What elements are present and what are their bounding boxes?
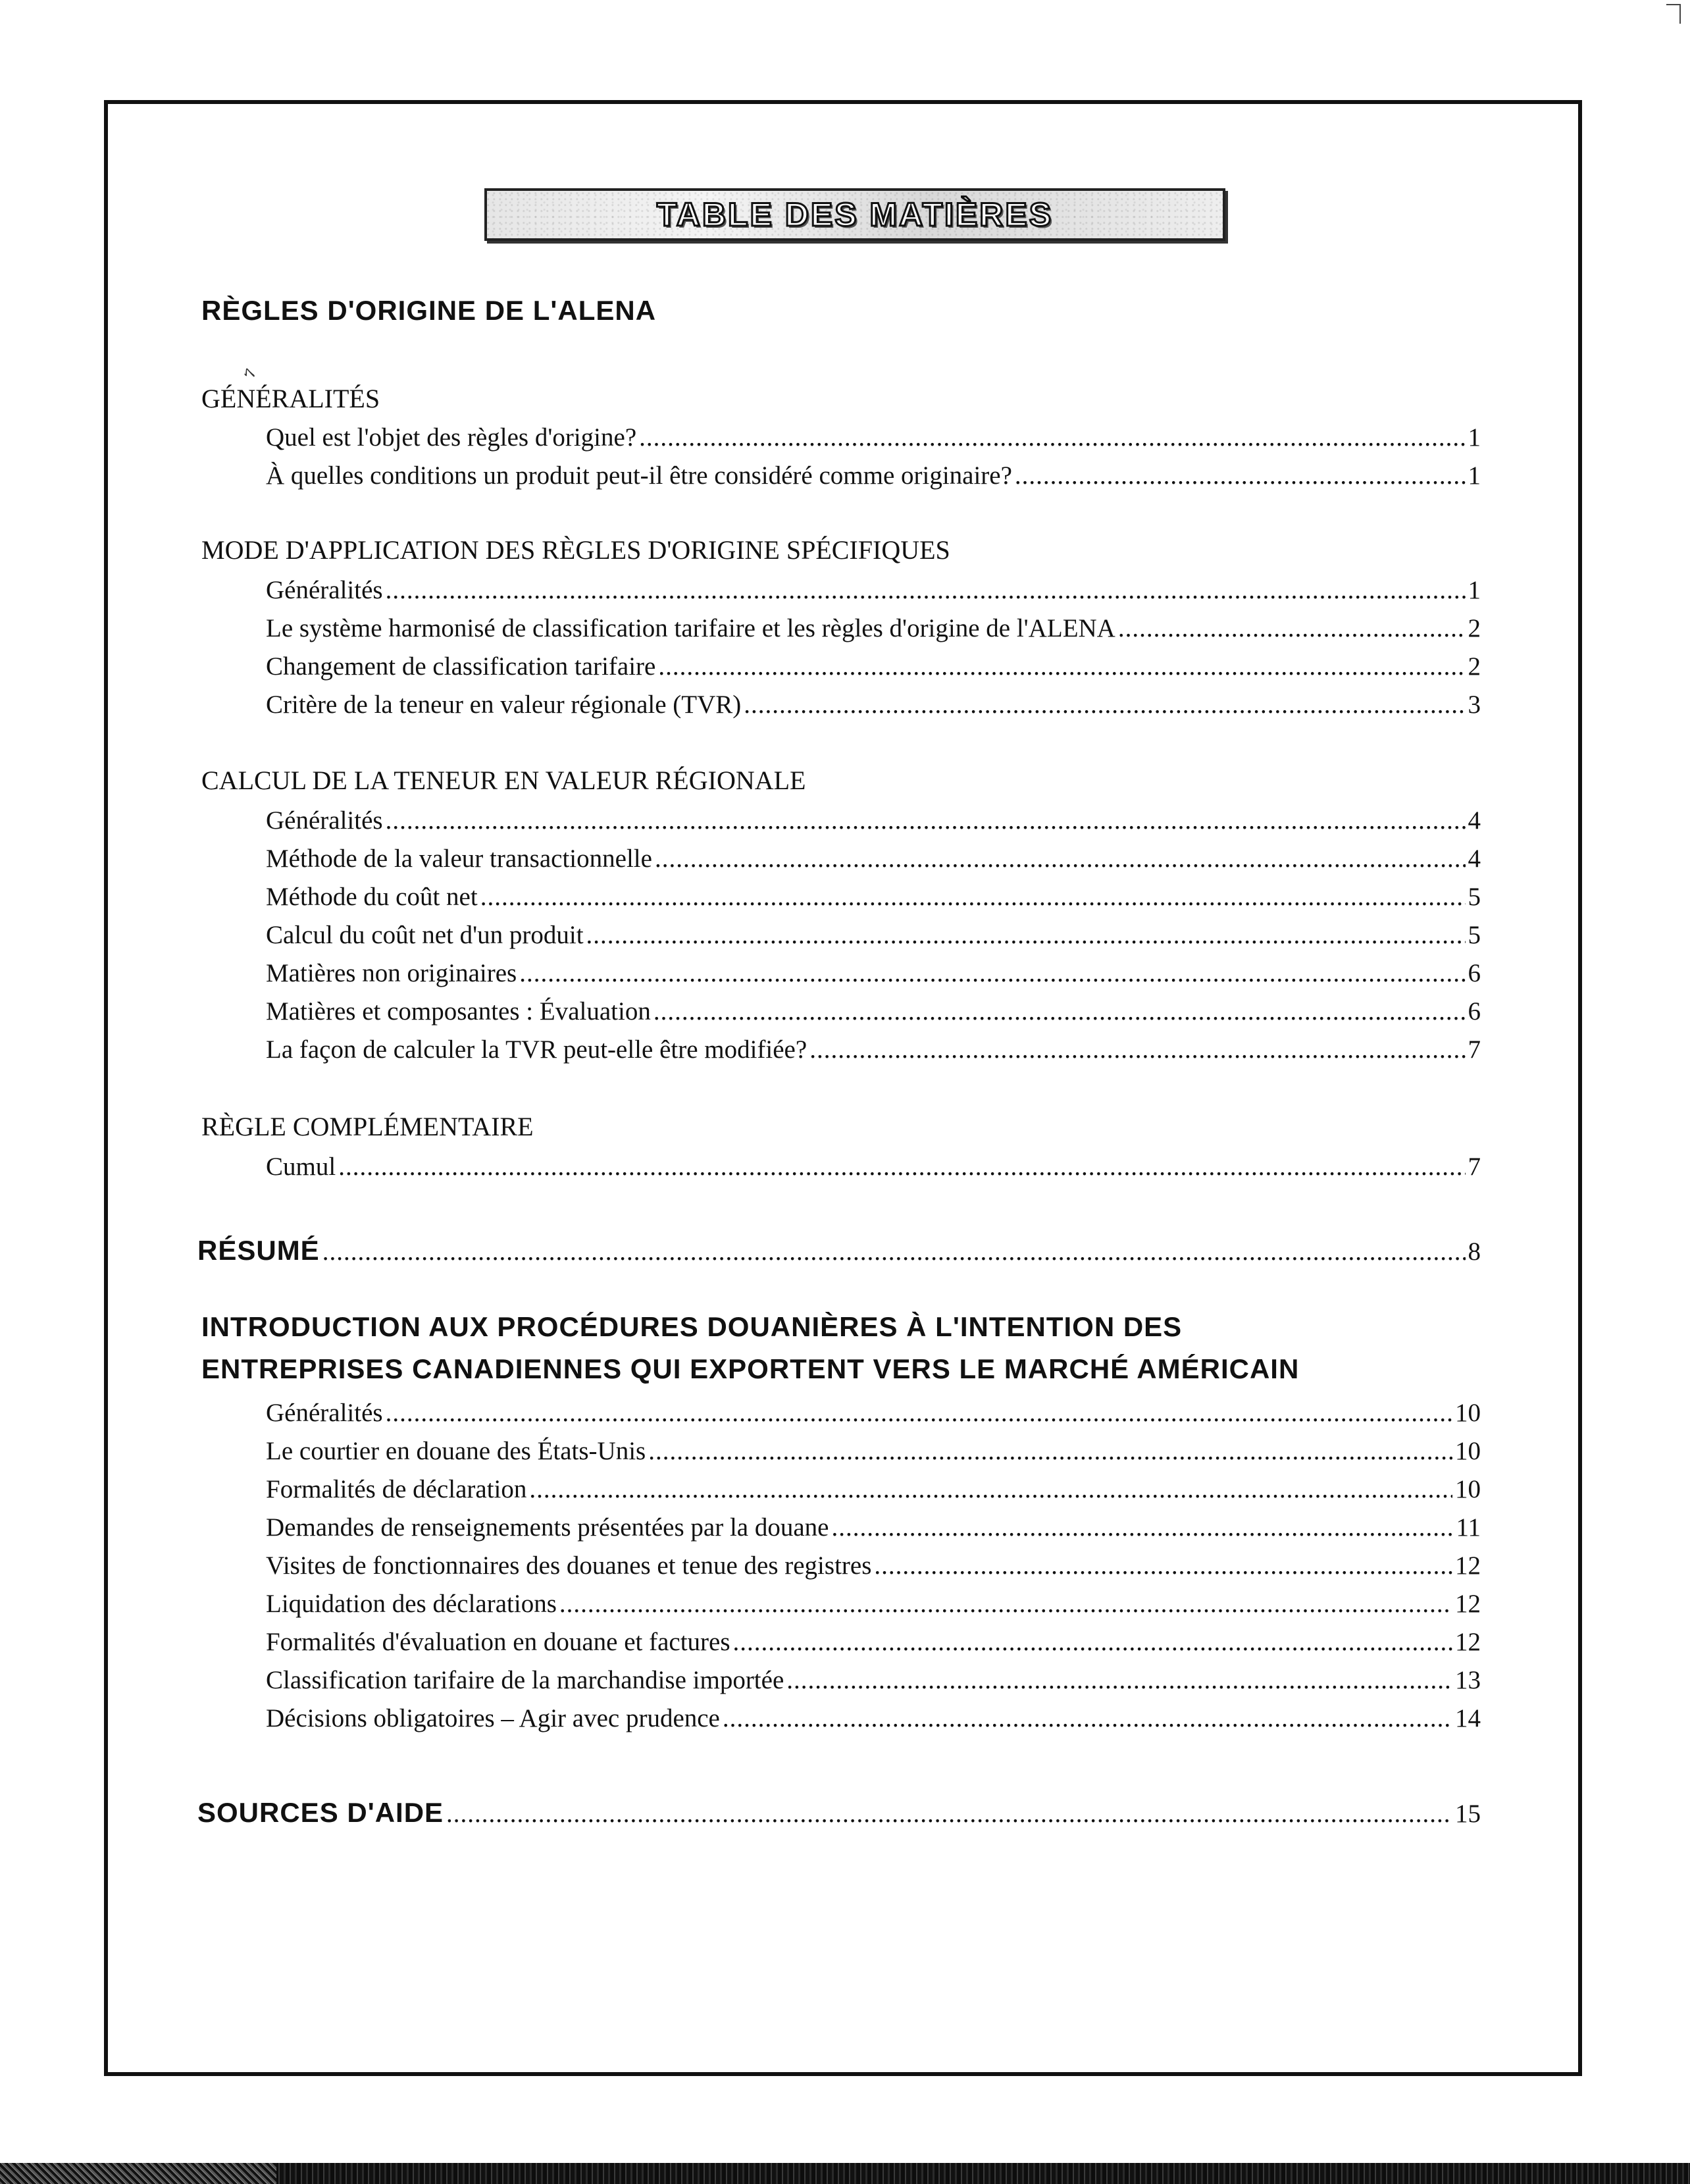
- dot-leader: [446, 1799, 1452, 1829]
- toc-entry-page: 12: [1455, 1551, 1481, 1580]
- toc-major-label: SOURCES D'AIDE: [197, 1797, 444, 1828]
- toc-entry-label: Généralités: [266, 576, 383, 604]
- toc-entry-label: Le courtier en douane des États-Unis: [266, 1437, 646, 1465]
- toc-entry[interactable]: [266, 1152, 1481, 1182]
- toc-entry-page: 10: [1455, 1399, 1481, 1427]
- toc-entry-label: Quel est l'objet des règles d'origine?: [266, 423, 637, 452]
- toc-major-label: RÉSUMÉ: [197, 1235, 320, 1266]
- toc-entry[interactable]: [266, 423, 1481, 452]
- section-heading-generalites: GÉNÉRALITÉS: [201, 384, 380, 413]
- toc-entry[interactable]: [266, 844, 1481, 873]
- toc-entry[interactable]: [266, 1665, 1481, 1695]
- dot-leader: [586, 920, 1466, 950]
- toc-major-entry-resume[interactable]: [197, 1235, 1481, 1266]
- dot-leader: [386, 1398, 1452, 1428]
- dot-leader: [874, 1551, 1452, 1580]
- toc-entry[interactable]: [266, 1589, 1481, 1619]
- dot-leader: [733, 1627, 1452, 1657]
- toc-entry-page: 7: [1468, 1153, 1481, 1181]
- dot-leader: [658, 652, 1465, 681]
- toc-entry-page: 6: [1468, 959, 1481, 987]
- toc-entry-label: Décisions obligatoires – Agir avec prudence: [266, 1704, 720, 1732]
- toc-entry[interactable]: [266, 613, 1481, 643]
- toc-entry[interactable]: [266, 1703, 1481, 1733]
- toc-entry[interactable]: [266, 1627, 1481, 1657]
- toc-entry-label: Changement de classification tarifaire: [266, 652, 656, 681]
- toc-entry[interactable]: [266, 806, 1481, 835]
- toc-entry[interactable]: [266, 882, 1481, 912]
- toc-entry-page: 7: [1468, 1035, 1481, 1064]
- toc-entry-label: Formalités de déclaration: [266, 1475, 527, 1503]
- dot-leader: [338, 1152, 1465, 1182]
- toc-entry-label: Généralités: [266, 806, 383, 835]
- toc-entry[interactable]: [266, 920, 1481, 950]
- toc-entry-label: Formalités d'évaluation en douane et factures: [266, 1628, 730, 1656]
- dot-leader: [519, 958, 1465, 988]
- part3-heading-line1: INTRODUCTION AUX PROCÉDURES DOUANIÈRES À L'INTENTION DES: [201, 1311, 1183, 1342]
- dot-leader: [529, 1474, 1452, 1504]
- dot-leader: [653, 997, 1466, 1026]
- toc-entry-label: Généralités: [266, 1399, 383, 1427]
- toc-entry[interactable]: [266, 1513, 1481, 1542]
- toc-entry-page: 15: [1455, 1800, 1481, 1828]
- section-heading-calcul-tvr: CALCUL DE LA TENEUR EN VALEUR RÉGIONALE: [201, 766, 806, 795]
- toc-entry-page: 13: [1455, 1666, 1481, 1694]
- dot-leader: [480, 882, 1466, 912]
- dot-leader: [809, 1035, 1465, 1064]
- toc-entry-label: Liquidation des déclarations: [266, 1590, 557, 1618]
- title-banner: [484, 188, 1225, 241]
- toc-entry-page: 6: [1468, 997, 1481, 1026]
- dot-leader: [559, 1589, 1452, 1619]
- toc-entry-page: 1: [1468, 576, 1481, 604]
- dot-leader: [1015, 461, 1466, 490]
- toc-entry-label: Matières et composantes : Évaluation: [266, 997, 651, 1026]
- toc-entry-label: Cumul: [266, 1153, 336, 1181]
- toc-entry-page: 12: [1455, 1628, 1481, 1656]
- toc-entry-page: 11: [1456, 1513, 1481, 1542]
- toc-entry-label: Méthode de la valeur transactionnelle: [266, 845, 652, 873]
- toc-entry-page: 1: [1468, 461, 1481, 490]
- toc-entry-page: 5: [1468, 921, 1481, 949]
- toc-entry-page: 10: [1455, 1475, 1481, 1503]
- dot-leader: [1118, 613, 1466, 643]
- toc-entry-page: 8: [1468, 1237, 1481, 1266]
- toc-entry[interactable]: [266, 1398, 1481, 1428]
- toc-entry-page: 2: [1468, 614, 1481, 642]
- toc-entry[interactable]: [266, 958, 1481, 988]
- toc-entry-label: Calcul du coût net d'un produit: [266, 921, 584, 949]
- dot-leader: [322, 1237, 1466, 1266]
- toc-entry-page: 3: [1468, 690, 1481, 719]
- toc-entry-label: À quelles conditions un produit peut-il être considéré comme originaire?: [266, 461, 1012, 490]
- toc-entry-label: Critère de la teneur en valeur régionale (TVR): [266, 690, 742, 719]
- toc-entry-label: Le système harmonisé de classification tarifaire et les règles d'origine de l'ALENA: [266, 614, 1115, 642]
- toc-entry[interactable]: [266, 690, 1481, 719]
- section-heading-mode-application: MODE D'APPLICATION DES RÈGLES D'ORIGINE SPÉCIFIQUES: [201, 535, 950, 565]
- dot-leader: [744, 690, 1465, 719]
- toc-entry[interactable]: [266, 1474, 1481, 1504]
- toc-major-entry-sources[interactable]: [197, 1797, 1481, 1829]
- page-title: TABLE DES MATIÈRES: [656, 196, 1054, 233]
- toc-entry-page: 12: [1455, 1590, 1481, 1618]
- scan-edge-strip: [0, 2163, 1690, 2184]
- toc-entry[interactable]: [266, 1035, 1481, 1064]
- toc-entry-page: 1: [1468, 423, 1481, 452]
- dot-leader: [386, 575, 1466, 605]
- toc-entry-label: Matières non originaires: [266, 959, 517, 987]
- toc-entry[interactable]: [266, 997, 1481, 1026]
- toc-entry[interactable]: [266, 461, 1481, 490]
- toc-entry-label: La façon de calculer la TVR peut-elle être modifiée?: [266, 1035, 807, 1064]
- toc-entry-label: Visites de fonctionnaires des douanes et tenue des registres: [266, 1551, 872, 1580]
- toc-entry-label: Demandes de renseignements présentées par la douane: [266, 1513, 829, 1542]
- section-heading-regle-complementaire: RÈGLE COMPLÉMENTAIRE: [201, 1112, 534, 1141]
- part3-heading-line2: ENTREPRISES CANADIENNES QUI EXPORTENT VERS LE MARCHÉ AMÉRICAIN: [201, 1353, 1300, 1384]
- toc-entry[interactable]: [266, 575, 1481, 605]
- toc-entry-page: 10: [1455, 1437, 1481, 1465]
- toc-entry-page: 4: [1468, 806, 1481, 835]
- toc-entry[interactable]: [266, 1551, 1481, 1580]
- toc-entry-page: 2: [1468, 652, 1481, 681]
- dot-leader: [639, 423, 1465, 452]
- toc-entry-label: Méthode du coût net: [266, 883, 478, 911]
- dot-leader: [655, 844, 1466, 873]
- dot-leader: [648, 1436, 1452, 1466]
- dot-leader: [832, 1513, 1454, 1542]
- pen-mark-icon: ﾍ: [241, 361, 257, 386]
- toc-entry[interactable]: [266, 1436, 1481, 1466]
- toc-entry[interactable]: [266, 652, 1481, 681]
- toc-entry-page: 14: [1455, 1704, 1481, 1732]
- dot-leader: [786, 1665, 1452, 1695]
- toc-entry-page: 4: [1468, 845, 1481, 873]
- toc-entry-label: Classification tarifaire de la marchandise importée: [266, 1666, 784, 1694]
- scan-corner-mark: [1666, 4, 1681, 24]
- dot-leader: [386, 806, 1466, 835]
- part1-heading: RÈGLES D'ORIGINE DE L'ALENA: [201, 295, 657, 326]
- dot-leader: [723, 1703, 1452, 1733]
- toc-entry-page: 5: [1468, 883, 1481, 911]
